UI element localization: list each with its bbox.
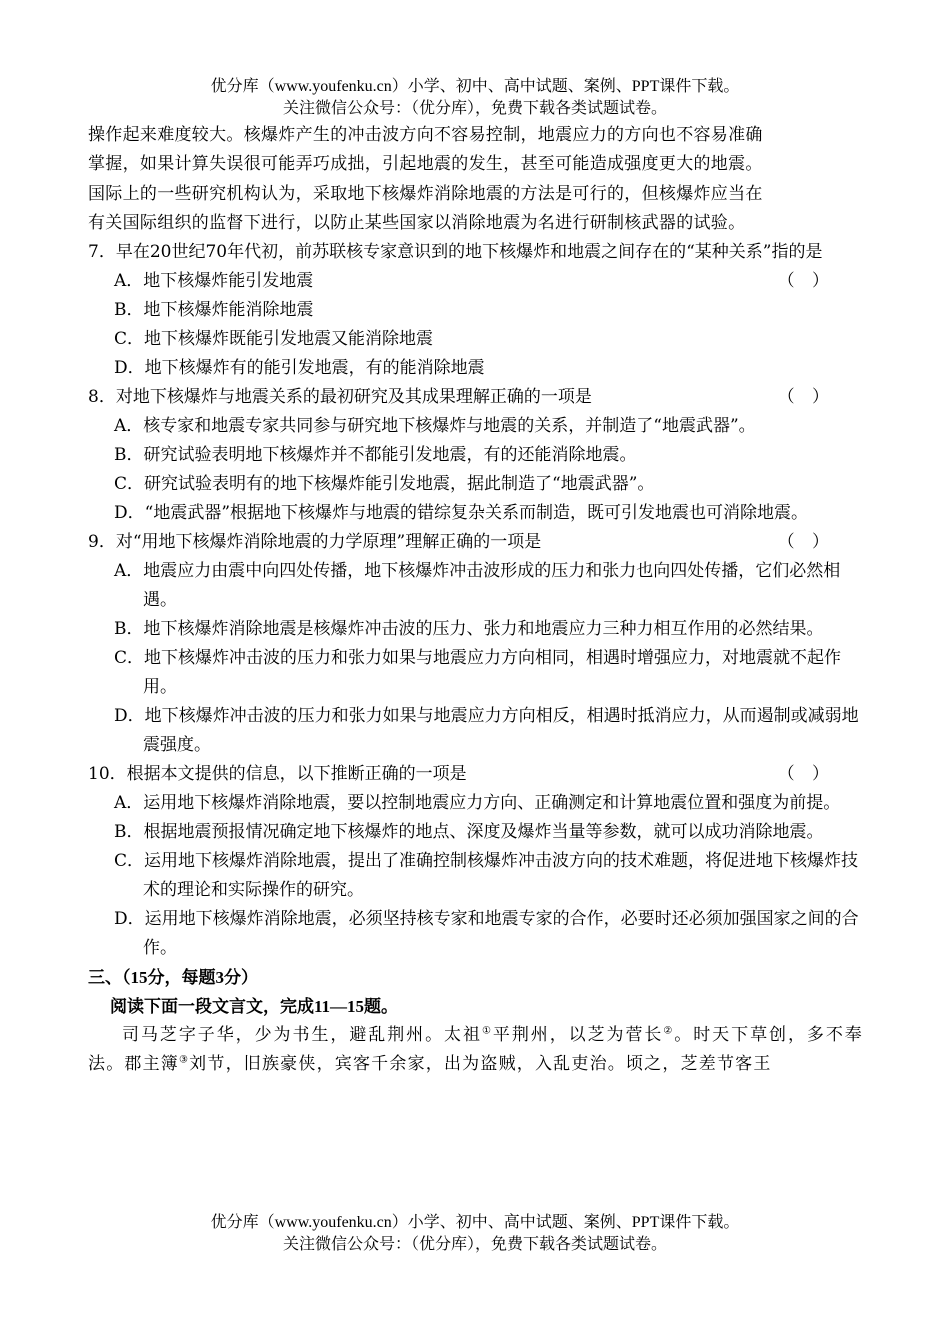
option-7b: B．地下核爆炸能消除地震 xyxy=(114,300,314,321)
option-10b: B．根据地震预报情况确定地下核爆炸的地点、深度及爆炸当量等参数，就可以成功消除地震。 xyxy=(114,822,824,843)
footnote-marker: ① xyxy=(481,1025,493,1037)
question-9 xyxy=(88,528,863,557)
passage-line: 操作起来难度较大。核爆炸产生的冲击波方向不容易控制，地震应力的方向也不容易准确 xyxy=(88,125,763,145)
answer-paren: （ ） xyxy=(777,532,835,553)
footer-line-1: 优分库（www.youfenku.cn）小学、初中、高中试题、案例、PPT课件下载。 xyxy=(210,1214,740,1231)
passage-text: 刘节，旧族豪侠，宾客千余家，出为盗贼，入乱吏治。顷之，芝差节客王 xyxy=(189,1054,772,1075)
header-line-2: 关注微信公众号：（优分库），免费下载各类试题试卷。 xyxy=(282,100,667,117)
page-footer xyxy=(0,1212,950,1256)
answer-paren: （ ） xyxy=(777,387,835,408)
passage-text: 。时天下草创，多不奉法。郡主簿 xyxy=(88,1025,863,1075)
question-8-stem: 8．对地下核爆炸与地震关系的最初研究及其成果理解正确的一项是 xyxy=(88,387,592,408)
option-8b: B．研究试验表明地下核爆炸并不都能引发地震，有的还能消除地震。 xyxy=(114,445,637,466)
option-7c: C．地下核爆炸既能引发地震又能消除地震 xyxy=(114,329,434,350)
passage-text: 平荆州，以芝为菅长 xyxy=(492,1025,664,1046)
answer-paren: （ ） xyxy=(777,764,835,785)
classical-passage xyxy=(88,1021,863,1079)
question-10 xyxy=(88,760,863,789)
section-3-intro: 阅读下面一段文言文，完成11—15题。 xyxy=(110,997,399,1017)
option-9b: B．地下核爆炸消除地震是核爆炸冲击波的压力、张力和地震应力三种力相互作用的必然结果。 xyxy=(114,619,824,640)
option-9c: C．地下核爆炸冲击波的压力和张力如果与地震应力方向相同，相遇时增强应力，对地震就不起作用。 xyxy=(114,648,842,698)
passage-text: 司马芝字子华，少为书生，避乱荆州。太祖 xyxy=(122,1025,482,1046)
passage-line: 国际上的一些研究机构认为，采取地下核爆炸消除地震的方法是可行的，但核爆炸应当在 xyxy=(88,183,763,204)
answer-paren: （ ） xyxy=(777,271,835,292)
option-9d: D．地下核爆炸冲击波的压力和张力如果与地震应力方向相反，相遇时抵消应力，从而遏制或减弱地震强度。 xyxy=(114,706,859,756)
page-header xyxy=(0,76,950,120)
option-10a: A．运用地下核爆炸消除地震，要以控制地震应力方向、正确测定和计算地震位置和强度为前提。 xyxy=(114,793,841,814)
option-10c: C．运用地下核爆炸消除地震，提出了准确控制核爆炸冲击波方向的技术难题，将促进地下核爆炸技术的理论和实际操作的研究。 xyxy=(114,851,859,901)
question-9-stem: 9．对“用地下核爆炸消除地震的力学原理”理解正确的一项是 xyxy=(88,532,542,553)
option-7d: D．地下核爆炸有的能引发地震，有的能消除地震 xyxy=(114,358,485,379)
option-9a: A．地震应力由震中向四处传播，地下核爆炸冲击波形成的压力和张力也向四处传播，它们必然相遇。 xyxy=(114,561,841,611)
footnote-marker: ② xyxy=(663,1025,675,1037)
question-7-stem: 7．早在20世纪70年代初，前苏联核专家意识到的地下核爆炸和地震之间存在的“某种关系”指的是 xyxy=(88,242,823,263)
page-content xyxy=(88,121,863,1079)
footnote-marker: ③ xyxy=(179,1054,190,1066)
option-8a: A．核专家和地震专家共同参与研究地下核爆炸与地震的关系，并制造了“地震武器”。 xyxy=(114,416,756,437)
section-3-title: 三、（15分，每题3分） xyxy=(88,968,258,988)
option-10d: D．运用地下核爆炸消除地震，必须坚持核专家和地震专家的合作，必要时还必须加强国家之间的合作。 xyxy=(114,909,859,959)
option-8c: C．研究试验表明有的地下核爆炸能引发地震，据此制造了“地震武器”。 xyxy=(114,474,655,495)
passage-line: 有关国际组织的监督下进行，以防止某些国家以消除地震为名进行研制核武器的试验。 xyxy=(88,212,746,233)
passage-line: 掌握，如果计算失误很可能弄巧成拙，引起地震的发生，甚至可能造成强度更大的地震。 xyxy=(88,154,763,175)
option-7a: A．地下核爆炸能引发地震 xyxy=(114,271,314,292)
option-8d: D．“地震武器”根据地下核爆炸与地震的错综复杂关系而制造，既可引发地震也可消除地震。 xyxy=(114,503,809,524)
footer-line-2: 关注微信公众号：（优分库），免费下载各类试题试卷。 xyxy=(282,1236,667,1253)
question-8 xyxy=(88,383,863,412)
question-10-stem: 10．根据本文提供的信息，以下推断正确的一项是 xyxy=(88,764,467,785)
header-line-1: 优分库（www.youfenku.cn）小学、初中、高中试题、案例、PPT课件下载。 xyxy=(210,78,740,95)
